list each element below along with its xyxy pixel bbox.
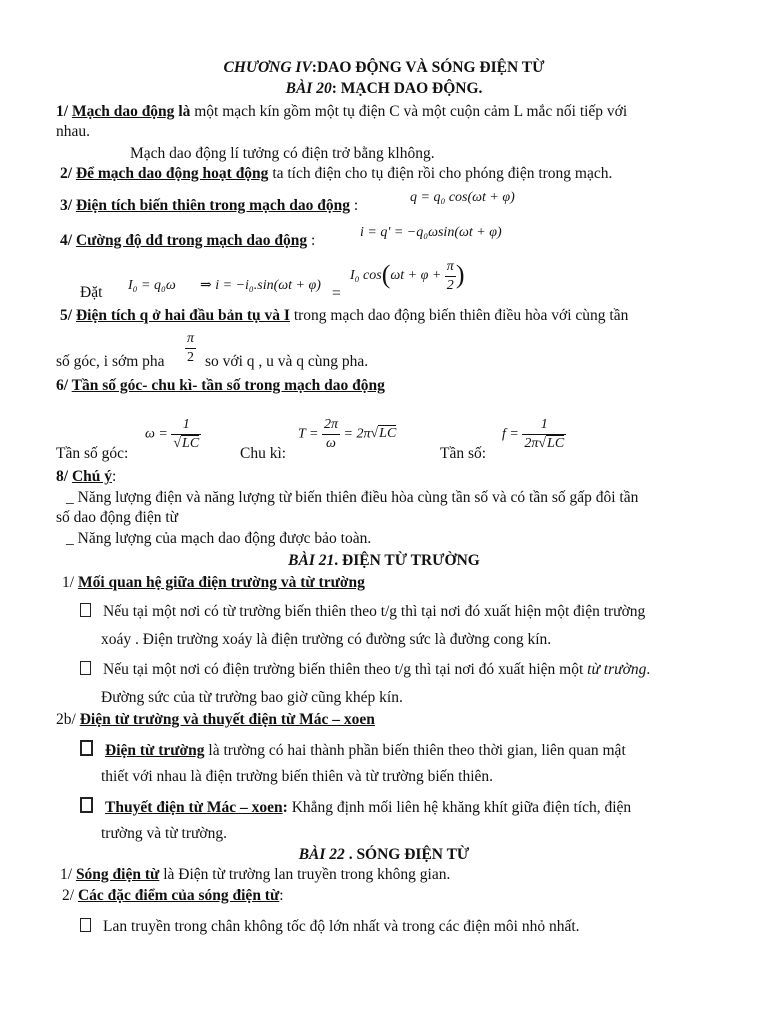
formula-i0: I₀ = q₀ω	[128, 278, 176, 293]
item-1-cont: nhau.	[56, 123, 91, 140]
item-8: 8/ Chú ý:	[56, 468, 117, 485]
chapter-title	[0, 58, 768, 77]
bullet-2-line1: Nếu tại một nơi có điện trường biến thiên theo t/g thì tại nơi đó xuất hiện một từ trường.	[80, 660, 650, 679]
lesson-20-name: : MẠCH DAO ĐỘNG.	[331, 80, 483, 97]
bullet-2-line2: Đường sức của từ trường bao giờ cũng khép kín.	[101, 689, 403, 706]
section-21-1: 1/ Mối quan hệ giữa điện trường và từ trường	[62, 574, 365, 591]
formula-omega: ω = $\frac{1}{√LC}$	[145, 417, 200, 451]
bullet-4-line1: Thuyết điện từ Mác – xoen: Khẳng định mối liên hệ khăng khít giữa điện tích, điện	[80, 797, 631, 817]
formula-i-sin: ⇒ i = −i₀.sin(ωt + φ)	[200, 278, 321, 293]
formula-period: T = $\frac{2\pi}{\omega}$ = 2π√LC	[298, 417, 397, 451]
item-2: 2/ Để mạch dao động hoạt động ta tích điện cho tụ điện rồi cho phóng điện trong mạch.	[60, 165, 613, 182]
formula-charge: q = q₀ cos(ωt + φ)	[410, 190, 515, 205]
note-energy-conserved: _ Năng lượng của mạch dao động được bảo toàn.	[66, 530, 372, 547]
item-3: 3/ Điện tích biến thiên trong mạch dao động :	[60, 197, 359, 214]
chapter-number: CHƯƠNG IV	[223, 59, 312, 76]
lesson-21-title: BÀI 21. ĐIỆN TỪ TRƯỜNG	[288, 552, 480, 569]
bullet-icon	[80, 918, 91, 932]
bullet-icon	[80, 661, 91, 675]
lesson-22-title: BÀI 22 . SÓNG ĐIỆN TỪ	[298, 846, 470, 863]
omega-label: Tần số góc:	[56, 445, 129, 462]
bullet-3-line1: Điện từ trường là trường có hai thành phần biến thiên theo thời gian, liên quan mật	[80, 740, 626, 760]
bullet-5: Lan truyền trong chân không tốc độ lớn nhất và trong các điện môi nhỏ nhất.	[80, 917, 580, 936]
item-5: 5/ Điện tích q ở hai đầu bản tụ và I trong mạch dao động biến thiên điều hòa với cùng tần	[60, 307, 629, 324]
chapter-name: :DAO ĐỘNG VÀ SÓNG ĐIỆN TỪ	[311, 59, 545, 76]
item-1: 1/ Mạch dao động là một mạch kín gồm một tụ điện C và một cuộn cảm L mắc nối tiếp với	[56, 103, 628, 120]
equals-sign: =	[332, 285, 341, 302]
bullet-3-line2: thiết với nhau là điện trường biến thiên và từ trường biến thiên.	[101, 768, 494, 785]
dat-label: Đặt	[80, 284, 103, 301]
formula-current: i = q' = −q₀ωsin(ωt + φ)	[360, 225, 502, 240]
section-21-2b: 2b/ Điện từ trường và thuyết điện từ Mác – xoen	[56, 711, 375, 728]
section-22-1: 1/ Sóng điện từ là Điện từ trường lan truyền trong không gian.	[60, 866, 451, 883]
bullet-1-line1: Nếu tại một nơi có từ trường biến thiên theo t/g thì tại nơi đó xuất hiện một điện trường	[80, 602, 645, 621]
formula-frequency: f = $\frac{1}{2\pi√LC}$	[502, 417, 565, 451]
lesson-20-title	[0, 79, 768, 98]
term-mach-dao-dong: Mạch dao động	[71, 103, 175, 120]
item-6: 6/ Tần số góc- chu kì- tần số trong mạch dao động	[56, 377, 385, 394]
bullet-icon	[80, 603, 91, 617]
bullet-icon	[80, 740, 93, 756]
item-5-cont-b: so với q , u và q cùng pha.	[205, 353, 369, 370]
bullet-1-line2: xoáy . Điện trường xoáy là điện trường có đường sức là đường cong kín.	[101, 631, 552, 648]
note-energy-line2: số dao động điện từ	[56, 509, 179, 526]
item-5-cont: số góc, i sớm pha	[56, 353, 165, 370]
item-1-note: Mạch dao động lí tưởng có điện trở bằng klhông.	[130, 145, 435, 162]
period-label: Chu kì:	[240, 445, 287, 462]
note-energy-line1: _ Năng lượng điện và năng lượng từ biến thiên điều hòa cùng tần số và có tần số gấp đôi tần	[66, 489, 639, 506]
item-4: 4/ Cường độ dđ trong mạch dao động :	[60, 232, 316, 249]
bullet-icon	[80, 797, 93, 813]
bullet-4-line2: trường và từ trường.	[101, 825, 227, 842]
frequency-label: Tần số:	[440, 445, 487, 462]
section-22-2: 2/ Các đặc điểm của sóng điện từ:	[62, 887, 284, 904]
lesson-20-label: BÀI 20	[285, 80, 332, 97]
formula-i-cos: I₀ cos(ωt + φ + $\frac{\pi}{2}$ )	[350, 259, 465, 293]
pi-over-2: $\frac{\pi}{2}$	[187, 331, 195, 365]
